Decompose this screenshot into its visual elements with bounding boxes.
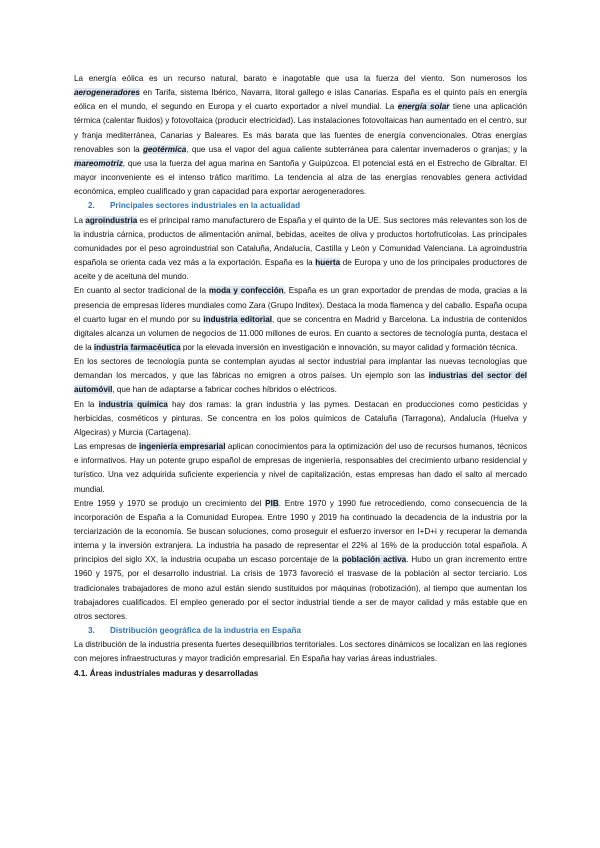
highlighted-term-editorial: industria editorial: [203, 314, 273, 324]
text-run: En cuanto al sector tradicional de la: [74, 286, 209, 296]
text-run: , que han de adaptarse a fabricar coches híbridos o eléctricos.: [112, 385, 337, 395]
text-run: Entre 1959 y 1970 se produjo un crecimiento del: [74, 498, 266, 508]
highlighted-term-moda: moda y confección: [208, 286, 284, 296]
highlighted-term-automovil: industrias del sector del automóvil: [74, 371, 527, 395]
section-heading-3: [74, 624, 527, 638]
highlighted-term-agroindustria: agroindustria: [85, 215, 138, 225]
section-title: Distribución geográfica de la industria en España: [110, 626, 301, 636]
text-run: tiene una aplicación térmica (calentar fluidos) y fotovoltaica (producir electricidad). Las instalaciones fotovoltaicas han aumentado en el centro, sur y franja mediterránea, Canarias y Baleares. Es más barata que las fuentes de energía convencionales. Otras energías renovables son la: [74, 102, 527, 154]
text-run: , España es un gran exportador de prendas de moda, gracias a la presencia de empresas líderes mundiales como Zara (Grupo Inditex). Destaca la moda flamenca y del caballo. España ocupa el cuarto lugar en el mundo por su: [74, 286, 528, 324]
text-run: hay dos ramas: la gran industria y las pymes. Destacan en producciones como pesticidas y herbicidas, cosméticos y pinturas. Se concentra en los polos químicos de Cataluña (Tarragona), Andalucía (Huelva y Algeciras) y Murcia (Cartagena).: [74, 399, 528, 437]
text-run: Las empresas de: [74, 442, 140, 452]
section-heading-2: [74, 199, 527, 213]
section-title: Principales sectores industriales en la actualidad: [110, 201, 301, 211]
text-run: por la elevada inversión en investigación e innovación, su mayor calidad y formación técnica.: [180, 342, 518, 352]
highlighted-term-mareomotriz: mareomotriz: [74, 158, 123, 168]
text-run: de Europa y uno de los principales productores de aceite y de aceituna del mundo.: [74, 258, 527, 282]
paragraph-tecnologia-punta: [74, 355, 527, 397]
highlighted-term-poblacion-activa: población activa: [341, 555, 407, 565]
paragraph-renewable-energy: [74, 72, 527, 199]
paragraph-pib: [74, 497, 527, 624]
text-run: . Entre 1970 y 1990 fue retrocediendo, como consecuencia de la incorporación de España a la Comunidad Europea. Entre 1990 y 2019 ha continuado la decadencia de la industria por la terciarización de la economía. Se buscan soluciones, como proseguir el esfuerzo inversor en I+D+i y recuperar la demanda interna y la inversión extranjera. La industria ha pasado de representar el 22% al 16% de la producción total española. A principios del siglo XX, la industria ocupaba un escaso porcentaje de la: [74, 498, 527, 565]
text-run: , que usa el vapor del agua caliente subterránea para calentar invernaderos o granjas; y la: [186, 144, 527, 154]
text-run: , que se concentra en Madrid y Barcelona. La industria de contenidos digitales alcanza un volumen de negocios de 11.000 millones de euros. En cuanto a sectores de tecnología punta, destaca el de la: [74, 314, 528, 352]
section-number: 3.: [88, 626, 95, 636]
text-run: La: [74, 215, 86, 225]
highlighted-term-ingenieria: ingeniería empresarial: [139, 442, 226, 452]
text-run: en Tarifa, sistema Ibérico, Navarra, litoral gallego e islas Canarias. España es el quinto país en energía eólica en el mundo, el segundo en Europa y el cuarto exportador a nivel mundial. La: [74, 88, 527, 112]
paragraph-agroindustria: [74, 214, 527, 285]
text-run: , que usa la fuerza del agua marina en Santoña y Guipúzcoa. El potencial está en el Estrecho de Gibraltar. El mayor inconveniente es el intenso tráfico marítimo. La tendencia al alza de las energías renovables genera actividad económica, empleo cualificado y gran capacidad para exportar aerogeneradores.: [74, 158, 527, 197]
subsection-heading-4-1: 4.1. Áreas industriales maduras y desarrolladas: [74, 668, 259, 678]
text-run: aplican conocimientos para la optimización del uso de recursos humanos, técnicos e informativos. Hay un potente grupo español de empresas de ingeniería, responsables del crecimiento urbano residencial y turístico. Una vez adquirida suficiente experiencia y nivel de capitalización, estas empresas han dado el salto al mercado mundial.: [74, 442, 528, 494]
highlighted-term-aerogeneradores: aerogeneradores: [74, 88, 140, 98]
section-number: 2.: [88, 201, 95, 211]
text-run: es el principal ramo manufacturero de España y el quinto de la UE. Sus sectores más relevantes son los de la industria cárnica, productos de alimentación animal, bebidas, aceites de oliva y productos hortofrutícolas. Las principales comunidades por el peso agroindustrial son Cataluña, Andalucía, Castilla y León y Comunidad Valenciana. La agroindustria española se orienta cada vez más a la exportación. España es la: [74, 215, 527, 268]
highlighted-term-geotermica: geotérmica: [142, 144, 187, 154]
text-run: . Hubo un gran incremento entre 1960 y 1975, por el desarrollo industrial. La crisis de 1973 favoreció el trasvase de la población al sector terciario. Los tradicionales trabajadores de mono azul están siendo sustituidos por máquinas (robotización), al tiempo que aumentan los trabajadores cualificados. El empleo generado por el sector industrial tiende a ser de mayor calidad y más estable que en otros sectores.: [74, 555, 528, 621]
paragraph-distribucion: La distribución de la industria presenta fuertes desequilibrios territoriales. Los sectores dinámicos se localizan en las regiones con mejores infraestructuras y mayor tradición empresarial. En España hay varias áreas industriales.: [74, 640, 527, 664]
highlighted-term-farmaceutica: industria farmacéutica: [93, 342, 181, 352]
paragraph-ingenieria: [74, 440, 527, 497]
highlighted-term-quimica: industria química: [98, 399, 168, 409]
highlighted-term-huerta: huerta: [315, 258, 341, 268]
text-run: La energía eólica es un recurso natural, barato e inagotable que usa la fuerza del viento. Son numerosos los: [74, 74, 527, 83]
highlighted-term-pib: PIB: [265, 498, 279, 508]
paragraph-moda: [74, 284, 527, 355]
highlighted-term-energia-solar: energía solar: [397, 102, 450, 112]
text-run: En los sectores de tecnología punta se contemplan ayudas al sector industrial para implantar las nuevas tecnologías que demandan los mercados, y que las fábricas no emigren a otros países. Un ejemplo son las: [74, 357, 527, 381]
document-body: [74, 72, 527, 681]
paragraph-quimica: [74, 398, 527, 440]
text-run: En la: [74, 399, 99, 409]
